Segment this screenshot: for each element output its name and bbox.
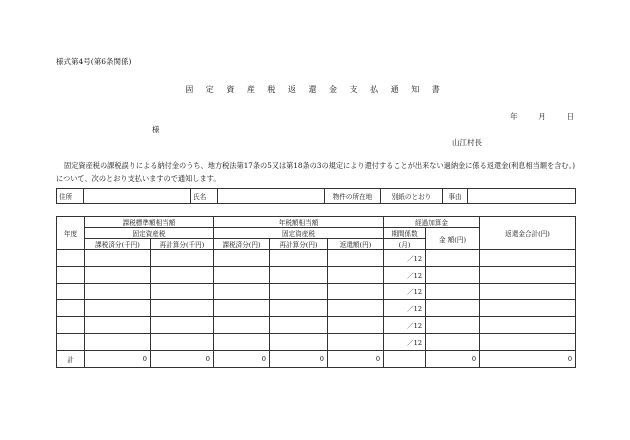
period-coefficient-cell[interactable]: ／12	[384, 300, 426, 317]
notice-body-text: 固定資産税の課税誤りによる納付金のうち、地方税法第17条の5又は第18条の3の規定により還付することが出来ない過納金に係る返還金(利息相当額を含む。)について、次のとおり支払いますので通知します。	[56, 161, 576, 183]
date-day: 日	[566, 112, 575, 121]
recipient-info-row	[57, 189, 576, 204]
property-location-label: 物件の所在地	[325, 189, 381, 204]
tax-base-sub-header: 固定資産税	[85, 228, 214, 239]
name-label: 氏名	[191, 189, 218, 204]
recalc-yen-cell[interactable]	[270, 300, 328, 317]
table-row	[57, 300, 576, 317]
addressee-suffix: 様	[152, 125, 160, 134]
year-cell[interactable]	[57, 250, 85, 267]
reason-label: 事由	[443, 189, 468, 204]
refund-total-cell[interactable]	[480, 250, 576, 267]
total-recalc-thousand: 0	[151, 350, 214, 367]
refund-total-header: 返還金合計(円)	[480, 217, 576, 250]
taxed-yen-cell[interactable]	[214, 283, 270, 300]
taxed-yen-cell[interactable]	[214, 250, 270, 267]
taxed-yen-header: 課税済分(円)	[214, 239, 270, 250]
table-row	[57, 266, 576, 283]
taxed-thousand-header: 課税済分(千円)	[85, 239, 151, 250]
recalc-thousand-cell[interactable]	[151, 333, 214, 350]
taxed-yen-cell[interactable]	[214, 333, 270, 350]
tax-base-header: 課税標準額相当額	[85, 217, 214, 228]
recalc-yen-cell[interactable]	[270, 317, 328, 334]
table-row	[57, 283, 576, 300]
totals-label: 計	[57, 350, 85, 367]
surcharge-amount-cell[interactable]	[426, 250, 480, 267]
table-row	[57, 250, 576, 267]
recalc-yen-header: 再計算分(円)	[270, 239, 328, 250]
property-location-field[interactable]: 別紙のとおり	[381, 189, 443, 204]
total-refund-amount: 0	[328, 350, 384, 367]
annual-tax-header: 年税額相当額	[214, 217, 384, 228]
table-row	[57, 333, 576, 350]
recalc-thousand-cell[interactable]	[151, 300, 214, 317]
period-months-header: (月)	[384, 239, 426, 250]
table-header-row-1	[57, 217, 576, 228]
name-field[interactable]	[218, 189, 325, 204]
year-header: 年度	[57, 217, 85, 250]
recalc-thousand-cell[interactable]	[151, 317, 214, 334]
recalc-yen-cell[interactable]	[270, 333, 328, 350]
surcharge-amount-cell[interactable]	[426, 300, 480, 317]
taxed-thousand-cell[interactable]	[85, 300, 151, 317]
taxed-thousand-cell[interactable]	[85, 317, 151, 334]
taxed-yen-cell[interactable]	[214, 300, 270, 317]
reason-field[interactable]	[468, 189, 576, 204]
surcharge-amount-cell[interactable]	[426, 283, 480, 300]
document-title: 固 定 資 産 税 返 還 金 支 払 通 知 書	[185, 85, 445, 94]
taxed-yen-cell[interactable]	[214, 266, 270, 283]
recalc-yen-cell[interactable]	[270, 250, 328, 267]
taxed-thousand-cell[interactable]	[85, 250, 151, 267]
date-month: 月	[538, 112, 546, 121]
surcharge-amount-cell[interactable]	[426, 266, 480, 283]
refund-amount-cell[interactable]	[328, 283, 384, 300]
refund-total-cell[interactable]	[480, 283, 576, 300]
year-cell[interactable]	[57, 333, 85, 350]
refund-amount-cell[interactable]	[328, 333, 384, 350]
refund-table	[56, 216, 576, 368]
surcharge-amount-cell[interactable]	[426, 333, 480, 350]
recalc-thousand-cell[interactable]	[151, 266, 214, 283]
annual-tax-sub-header: 固定資産税	[214, 228, 384, 239]
address-label: 住所	[57, 189, 84, 204]
period-coefficient-cell[interactable]: ／12	[384, 250, 426, 267]
total-taxed-yen: 0	[214, 350, 270, 367]
date-line	[510, 111, 574, 122]
recipient-info-table	[56, 188, 576, 204]
issuer-name: 山江村長	[452, 138, 482, 147]
refund-amount-cell[interactable]	[328, 317, 384, 334]
period-coefficient-cell[interactable]: ／12	[384, 317, 426, 334]
surcharge-amount-header: 金 額(円)	[426, 228, 480, 250]
taxed-thousand-cell[interactable]	[85, 333, 151, 350]
totals-row	[57, 350, 576, 367]
refund-total-cell[interactable]	[480, 317, 576, 334]
recalc-thousand-cell[interactable]	[151, 250, 214, 267]
recalc-thousand-cell[interactable]	[151, 283, 214, 300]
taxed-yen-cell[interactable]	[214, 317, 270, 334]
table-row	[57, 317, 576, 334]
total-period-coefficient	[384, 350, 426, 367]
recalc-thousand-header: 再計算分(千円)	[151, 239, 214, 250]
refund-amount-cell[interactable]	[328, 266, 384, 283]
taxed-thousand-cell[interactable]	[85, 283, 151, 300]
refund-amount-cell[interactable]	[328, 250, 384, 267]
refund-amount-header: 返還額(円)	[328, 239, 384, 250]
period-coefficient-cell[interactable]: ／12	[384, 333, 426, 350]
address-field[interactable]	[84, 189, 191, 204]
year-cell[interactable]	[57, 317, 85, 334]
total-taxed-thousand: 0	[85, 350, 151, 367]
recalc-yen-cell[interactable]	[270, 283, 328, 300]
surcharge-amount-cell[interactable]	[426, 317, 480, 334]
form-number: 様式第4号(第6条関係)	[56, 57, 132, 66]
refund-total-cell[interactable]	[480, 266, 576, 283]
surcharge-header: 経過加算金	[384, 217, 480, 228]
total-recalc-yen: 0	[270, 350, 328, 367]
year-cell[interactable]	[57, 266, 85, 283]
year-cell[interactable]	[57, 283, 85, 300]
period-coefficient-cell[interactable]: ／12	[384, 266, 426, 283]
period-coefficient-cell[interactable]: ／12	[384, 283, 426, 300]
refund-total-cell[interactable]	[480, 333, 576, 350]
period-coefficient-header: 期間係数	[384, 228, 426, 239]
grand-total: 0	[480, 350, 576, 367]
year-cell[interactable]	[57, 300, 85, 317]
date-year: 年	[510, 112, 518, 121]
taxed-thousand-cell[interactable]	[85, 266, 151, 283]
total-surcharge-amount: 0	[426, 350, 480, 367]
refund-total-cell[interactable]	[480, 300, 576, 317]
recalc-yen-cell[interactable]	[270, 266, 328, 283]
refund-amount-cell[interactable]	[328, 300, 384, 317]
